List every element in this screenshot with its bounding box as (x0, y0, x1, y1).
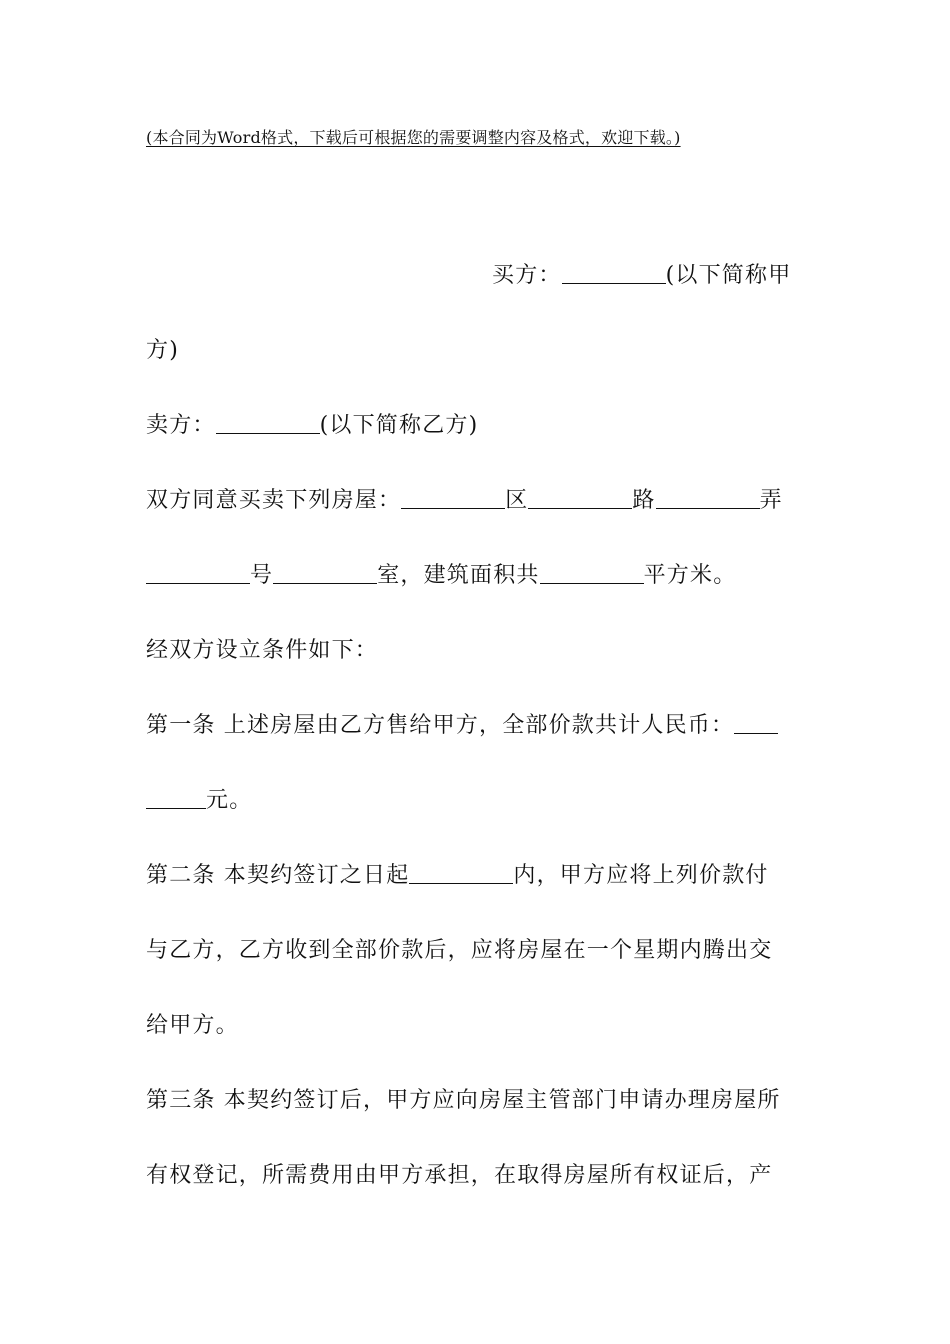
period-blank (409, 861, 513, 884)
area-blank (540, 561, 644, 584)
price-blank-part-1 (734, 711, 778, 734)
lane-label: 弄 (759, 488, 783, 513)
property-line-1 (146, 486, 783, 516)
article-2-prefix: 第二条 本契约签订之日起 (146, 863, 410, 888)
room-label: 室，建筑面积共 (377, 563, 540, 588)
price-blank-part-2 (146, 786, 206, 809)
article-1-line-1 (146, 711, 778, 741)
article-1-suffix: 元。 (206, 788, 253, 813)
article-3-line-1: 第三条 本契约签订后，甲方应向房屋主管部门申请办理房屋所 (146, 1088, 781, 1113)
format-notice: (本合同为Word格式，下载后可根据您的需要调整内容及格式，欢迎下载。) (146, 128, 681, 147)
article-1-text: 第一条 上述房屋由乙方售给甲方，全部价款共计人民币： (146, 713, 735, 738)
lane-blank (656, 486, 760, 509)
article-2-line-3: 给甲方。 (146, 1013, 239, 1038)
article-1-line-2 (146, 786, 252, 816)
property-intro: 双方同意买卖下列房屋： (146, 488, 402, 513)
buyer-suffix: (以下简称甲 (665, 263, 792, 288)
buyer-line-continued: 方) (146, 338, 179, 363)
article-3-line-2: 有权登记，所需费用由甲方承担，在取得房屋所有权证后，产 (146, 1163, 773, 1188)
area-unit: 平方米。 (643, 563, 737, 588)
buyer-label: 买方： (492, 263, 562, 288)
road-label: 路 (632, 488, 656, 513)
road-blank (528, 486, 632, 509)
article-2-line-1 (146, 861, 769, 891)
buyer-name-blank (562, 261, 666, 284)
buyer-line (492, 261, 791, 291)
room-blank (273, 561, 377, 584)
district-label: 区 (505, 488, 529, 513)
article-2-line-2: 与乙方，乙方收到全部价款后，应将房屋在一个星期内腾出交 (146, 938, 773, 963)
conditions-intro: 经双方设立条件如下： (146, 638, 379, 663)
district-blank (401, 486, 505, 509)
property-line-2 (146, 561, 736, 591)
number-label: 号 (250, 563, 274, 588)
article-2-suffix: 内，甲方应将上列价款付 (513, 863, 769, 888)
seller-label: 卖方： (146, 413, 216, 438)
seller-name-blank (216, 411, 320, 434)
number-blank (146, 561, 250, 584)
seller-suffix: (以下简称乙方) (319, 413, 479, 438)
seller-line (146, 411, 478, 441)
